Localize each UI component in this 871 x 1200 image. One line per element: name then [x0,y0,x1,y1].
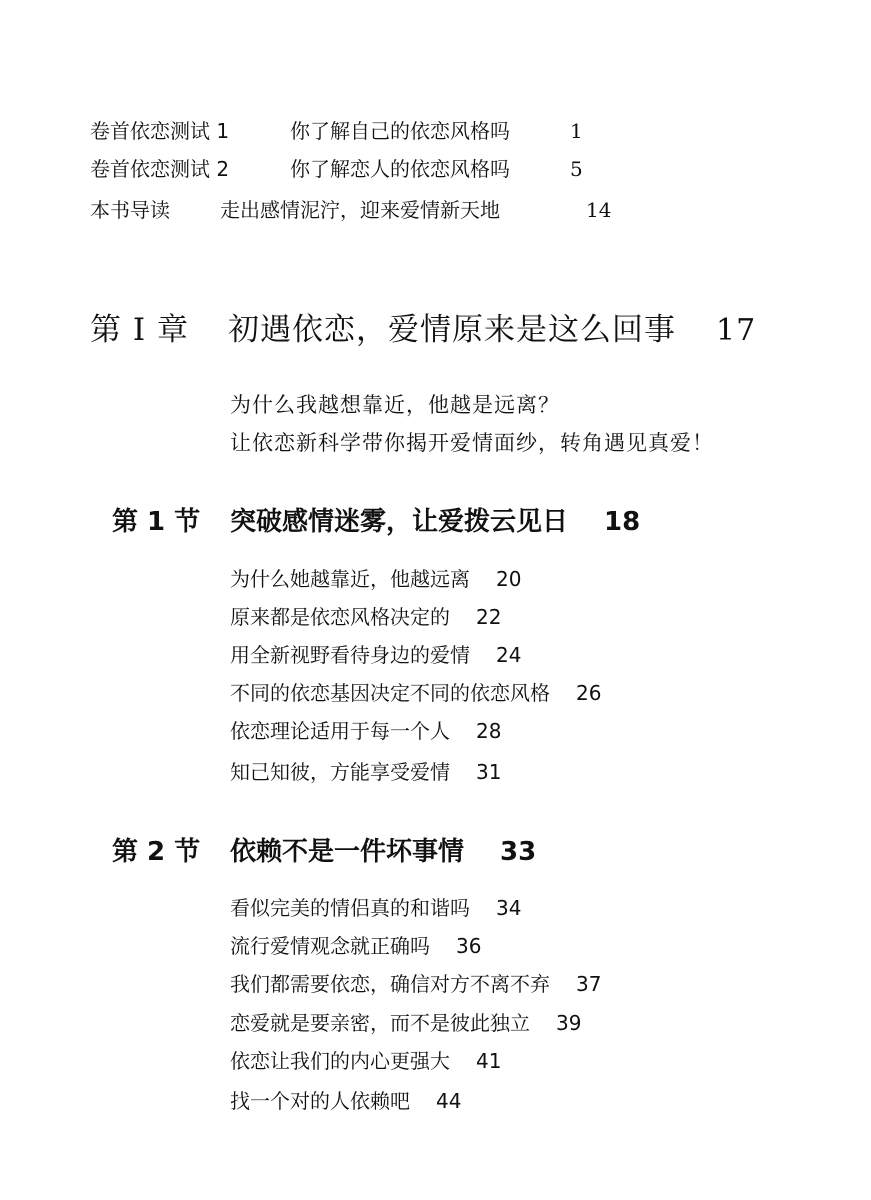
front-item-page: 14 [586,198,612,222]
toc-entry-page: 39 [556,1011,582,1035]
chapter-number: 第 I 章 [90,312,189,348]
toc-entry[interactable] [230,894,521,922]
front-item-page: 5 [570,157,583,181]
toc-entry-page: 34 [496,896,522,920]
toc-entry-title: 不同的依恋基因决定不同的依恋风格 [230,681,550,705]
toc-entry-title: 恋爱就是要亲密，而不是彼此独立 [230,1011,530,1035]
front-item-label: 本书导读 [90,198,170,222]
section-number: 第 1 节 [112,507,201,537]
toc-entry-title: 找一个对的人依赖吧 [230,1089,410,1113]
toc-entry-page: 41 [476,1049,502,1073]
section-page: 18 [604,507,641,537]
section-page: 33 [500,837,537,867]
toc-entry[interactable] [230,1009,581,1037]
toc-entry-title: 原来都是依恋风格决定的 [230,605,450,629]
chapter-page: 17 [716,313,757,348]
toc-entry[interactable] [230,565,521,593]
toc-entry[interactable] [230,679,601,707]
front-item-label: 卷首依恋测试 1 [90,119,230,143]
toc-entry[interactable] [230,970,601,998]
chapter-intro-line: 让依恋新科学带你揭开爱情面纱，转角遇见真爱！ [230,431,714,455]
toc-entry-title: 我们都需要依恋，确信对方不离不弃 [230,972,550,996]
toc-entry-page: 28 [476,719,502,743]
front-item-title: 你了解恋人的依恋风格吗 [290,157,510,181]
toc-entry[interactable] [230,641,521,669]
toc-entry-page: 37 [576,972,602,996]
toc-entry-page: 31 [476,760,502,784]
section-title: 依赖不是一件坏事情 [230,837,465,867]
toc-entry-page: 36 [456,934,482,958]
section-number: 第 2 节 [112,837,201,867]
section-title: 突破感情迷雾，让爱拨云见日 [230,507,569,537]
toc-entry-title: 依恋让我们的内心更强大 [230,1049,450,1073]
toc-entry[interactable] [230,1087,461,1115]
toc-entry-page: 20 [496,567,522,591]
toc-front-item[interactable] [90,196,611,224]
toc-entry-title: 看似完美的情侣真的和谐吗 [230,896,470,920]
toc-entry[interactable] [230,932,481,960]
front-item-title: 走出感情泥泞，迎来爱情新天地 [220,198,500,222]
toc-entry-page: 44 [436,1089,462,1113]
section-heading[interactable] [112,504,640,540]
toc-entry-title: 流行爱情观念就正确吗 [230,934,430,958]
front-item-page: 1 [570,119,583,143]
toc-entry-page: 24 [496,643,522,667]
chapter-heading[interactable] [90,310,756,351]
toc-entry-title: 依恋理论适用于每一个人 [230,719,450,743]
front-item-label: 卷首依恋测试 2 [90,157,230,181]
section-heading[interactable] [112,834,536,870]
chapter-intro-line: 为什么我越想靠近，他越是远离？ [230,393,560,417]
chapter-title: 初遇依恋，爱情原来是这么回事 [228,312,676,348]
toc-entry[interactable] [230,603,501,631]
toc-front-item[interactable] [90,155,583,183]
toc-entry[interactable] [230,717,501,745]
front-item-title: 你了解自己的依恋风格吗 [290,119,510,143]
toc-entry-title: 为什么她越靠近，他越远离 [230,567,470,591]
toc-entry-page: 26 [576,681,602,705]
toc-entry[interactable] [230,758,501,786]
toc-entry-title: 用全新视野看待身边的爱情 [230,643,470,667]
toc-entry[interactable] [230,1047,501,1075]
toc-entry-title: 知己知彼，方能享受爱情 [230,760,450,784]
toc-front-item[interactable] [90,117,583,145]
toc-entry-page: 22 [476,605,502,629]
